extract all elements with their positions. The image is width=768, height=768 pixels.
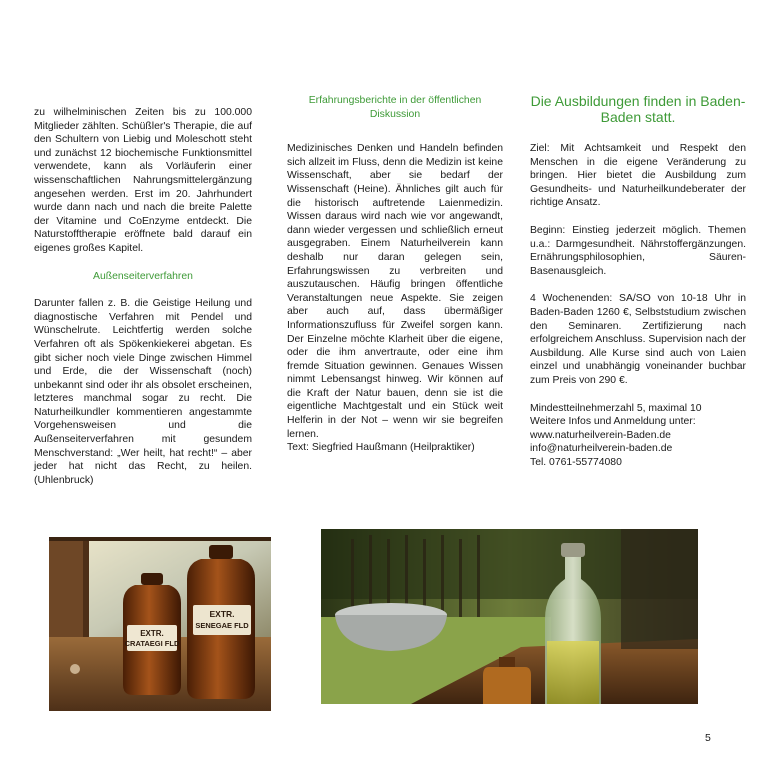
paragraph: Ziel: Mit Achtsamkeit und Respekt den Menschen in die eigene Veränderung zu bringen. Hier bietet die Ausbildung zum Gesundheits- und Naturheilkundeberater der richtige Ansatz. (530, 143, 746, 209)
email-link[interactable]: info@naturheilverein-baden.de (530, 443, 673, 455)
text-column-3 (530, 94, 746, 469)
paragraph: 4 Wochenenden: SA/SO von 10-18 Uhr in Baden-Baden 1260 €, Selbststudium zwischen den Seminaren. Zertifizierung nach erfolgreichem Anschluss. Supervision nach der Ausbildung. Alle Kurse sind auch von Laien einzel und unabhängig voneinander buchbar zum Preis von 290 €. (530, 293, 747, 386)
bottle-label-line: CRATAEGI FLD (124, 639, 180, 648)
website-link[interactable]: www.naturheilverein-Baden.de (530, 429, 671, 441)
apothecary-bottles-photo (49, 537, 271, 711)
section-heading: Die Ausbildungen finden in Baden-Baden statt. (530, 93, 746, 125)
bottle-label-line: SENEGAE FLD (195, 621, 249, 630)
bottle-label-line: EXTR. (209, 609, 235, 619)
bottle-label-line: EXTR. (140, 629, 164, 638)
contact-line: Weitere Infos und Anmeldung unter: (530, 416, 696, 428)
paragraph: Beginn: Einstieg jederzeit möglich. Themen u.a.: Darmgesundheit. Nährstoffergänzungen. Ernährungsphilosophien, Säuren-Basenausgleich. (530, 224, 746, 277)
paragraph: Darunter fallen z. B. die Geistige Heilung und diagnostische Verfahren mit Pendel und Wünschelrute. Leichtfertig werden solche Verfahren oft als Spökenkiekerei abgetan. Es gibt sicher noch viele Dinge zwischen Himmel und Erde, die der Wissenschaft (noch) unbekannt sind oder ihr als obsolet erscheinen, letzteres manchmal sogar zu recht. Die Naturheilkundler kommentieren angestammte Vorgehensweisen und die Außenseiterverfahren mit gesundem Menschverstand: „Wer heilt, hat recht!“ – aber jeder hat nicht das Recht, zu heilen. (Uhlenbruck) (34, 298, 252, 486)
contact-block (530, 402, 746, 470)
author-credit: Text: Siegfried Haußmann (Heilpraktiker) (287, 442, 475, 454)
text-column-2 (287, 94, 503, 455)
section-heading: Erfahrungsberichte in der öffentlichen Diskussion (308, 95, 482, 120)
section-heading: Außenseiterverfahren (93, 270, 193, 282)
text-column-1 (34, 106, 252, 487)
garden-bottles-photo (321, 529, 698, 704)
page-number: 5 (705, 732, 711, 744)
paragraph: Medizinisches Denken und Handeln befinden sich allzeit im Fluss, denn die Medizin ist keine Wissenschaft, aber sie bedarf der Wissenschaft (Heine). Ähnliches gilt auch für die historisch auftretende Laienmedizin. Wissen daraus wird nach wie vor angewandt, dann wieder vergessen und schließlich erneut ausgegraben. Einem Naturheilverein kann deshalb nur daran gelegen sein, Erfahrungswissen zu verbreiten und auszutauschen. Häufig bringen öffentliche Veranstaltungen neue Aspekte. Sie zeigen aber auch auf, dass übermäßiger Informationszufluss für Zweifel sorgen kann. Der Einzelne möchte Klarheit über die eigene, oder die ihm anvertraute, oder eine ihm fremde Situation gewinnen. Genaues Wissen nimmt Lebensangst hinweg. Wir können auf die Kraft der Natur bauen, denn sie ist die eigentliche Machtgestalt und ein Stück weit Helferin in der Not – wenn wir sie begreifen lernen. (287, 143, 503, 440)
phone-line: Tel. 0761-55774080 (530, 456, 622, 468)
contact-line: Mindestteilnehmerzahl 5, maximal 10 (530, 402, 702, 414)
paragraph: zu wilhelminischen Zeiten bis zu 100.000 Mitglieder zählten. Schüßler's Therapie, die auf den Schultern von Liebig und Moleschott steht und zunächst 12 biochemische Funktionsmittel verwendete, kann als Vorläuferin einer wissenschaftlichen Nahrungsmittelergänzung angesehen werden. Erst im 20. Jahrhundert wurde dann nach und nach die breite Palette der Vitamine und CoEnzyme entdeckt. Die Naturstofftherapie eröffnete bald darauf ein eigenes großes Kapitel. (34, 107, 252, 254)
